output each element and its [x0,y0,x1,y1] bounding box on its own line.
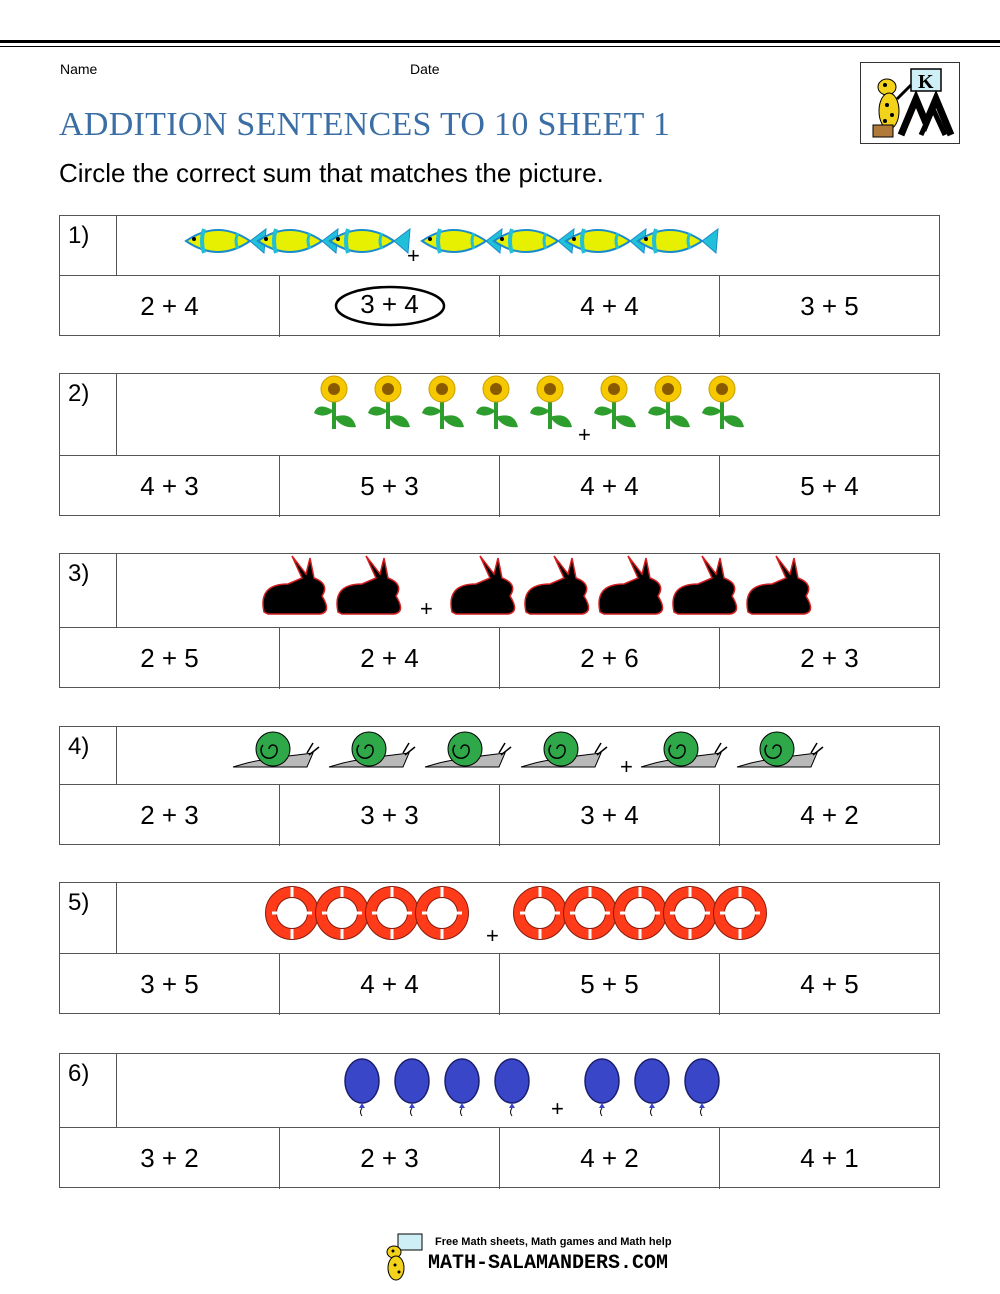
footer-site[interactable]: MATH-SALAMANDERS.COM [428,1252,669,1275]
question-5 [59,882,940,1014]
snail-icon [329,732,415,767]
sunflower-icon [648,376,690,429]
balloon-icon [395,1059,429,1116]
rabbit-icon [337,556,401,614]
question-number: 2) [60,374,117,455]
lifebuoy-icon [614,887,667,940]
plus-sign: + [420,596,433,621]
answer-option[interactable]: 4 + 2 [500,1128,720,1189]
question-1 [59,215,940,336]
fish-icon [186,229,266,253]
fish-icon [638,229,718,253]
question-number: 4) [60,727,117,784]
answer-option[interactable]: 4 + 4 [500,276,720,337]
answer-option[interactable]: 3 + 3 [280,785,500,846]
lifebuoy-icon [564,887,617,940]
question-number: 3) [60,554,117,627]
plus-sign: + [407,243,420,268]
sunflower-icon [368,376,410,429]
snail-icon [521,732,607,767]
sunflower-icon [594,376,636,429]
date-label: Date [410,61,440,77]
footer-logo[interactable] [380,1232,680,1282]
picture-area [118,727,939,784]
answer-option[interactable]: 2 + 4 [280,628,500,689]
top-rule [0,40,1000,43]
fish-icon [494,229,574,253]
balloon-icon [345,1059,379,1116]
answer-circle-mark [336,287,444,325]
question-number: 6) [60,1054,117,1127]
answer-option[interactable]: 4 + 1 [800,1143,859,1173]
answer-option[interactable]: 2 + 4 [60,276,280,337]
picture-area [118,554,939,627]
balloon-icon [445,1059,479,1116]
question-3 [59,553,940,688]
sunflower-icon [422,376,464,429]
question-2 [59,373,940,516]
answer-option[interactable]: 2 + 5 [60,628,280,689]
fish-icon [422,229,502,253]
snail-icon [641,732,727,767]
top-rule-thin [0,46,1000,47]
lifebuoy-icon [664,887,717,940]
fish-icon [258,229,338,253]
lifebuoy-icon [416,887,469,940]
lifebuoy-icon [366,887,419,940]
sunflower-icon [314,376,356,429]
plus-sign: + [486,923,499,948]
answer-option[interactable]: 4 + 3 [60,456,280,517]
picture-area [118,216,939,275]
answer-option[interactable]: 4 + 4 [280,954,500,1015]
fish-icon [566,229,646,253]
lifebuoy-icon [514,887,567,940]
sunflower-icon [702,376,744,429]
question-4 [59,726,940,845]
footer-tagline: Free Math sheets, Math games and Math help [435,1236,672,1248]
sunflower-icon [530,376,572,429]
answer-option[interactable]: 3 + 2 [60,1128,280,1189]
logo-letter: K [918,71,934,93]
answer-option[interactable]: 4 + 4 [500,456,720,517]
lifebuoy-icon [316,887,369,940]
plus-sign: + [578,422,591,447]
balloon-icon [585,1059,619,1116]
page-title: ADDITION SENTENCES TO 10 SHEET 1 [59,106,671,143]
name-label: Name [60,61,98,77]
salamander-icon [380,1232,426,1282]
rabbit-icon [451,556,515,614]
answer-option[interactable]: 4 + 5 [800,969,859,999]
question-number: 5) [60,883,117,953]
balloon-icon [495,1059,529,1116]
instruction-text: Circle the correct sum that matches the picture. [59,158,604,188]
answer-option[interactable]: 5 + 4 [800,471,859,501]
answer-option-circled[interactable]: 3 + 4 [280,276,500,337]
rabbit-icon [747,556,811,614]
answer-option[interactable]: 3 + 5 [800,291,859,321]
question-6 [59,1053,940,1188]
picture-area [118,1054,939,1127]
rabbit-icon [673,556,737,614]
plus-sign: + [620,754,633,779]
fish-icon [330,229,410,253]
snail-icon [425,732,511,767]
sunflower-icon [476,376,518,429]
salamander-logo [860,62,960,144]
rabbit-icon [599,556,663,614]
answer-option[interactable]: 2 + 6 [500,628,720,689]
rabbit-icon [263,556,327,614]
answer-option[interactable]: 5 + 5 [500,954,720,1015]
question-number: 1) [60,216,117,275]
answer-option[interactable]: 2 + 3 [800,643,859,673]
plus-sign: + [551,1096,564,1121]
lifebuoy-icon [266,887,319,940]
picture-area [118,374,939,455]
answer-option[interactable]: 2 + 3 [280,1128,500,1189]
lifebuoy-icon [714,887,767,940]
snail-icon [233,732,319,767]
answer-option[interactable]: 3 + 4 [500,785,720,846]
answer-option[interactable]: 2 + 3 [60,785,280,846]
answer-option[interactable]: 5 + 3 [280,456,500,517]
answer-option[interactable]: 3 + 5 [60,954,280,1015]
answer-option[interactable]: 4 + 2 [800,800,859,830]
balloon-icon [635,1059,669,1116]
balloon-icon [685,1059,719,1116]
rabbit-icon [525,556,589,614]
picture-area [118,883,939,953]
snail-icon [737,732,823,767]
